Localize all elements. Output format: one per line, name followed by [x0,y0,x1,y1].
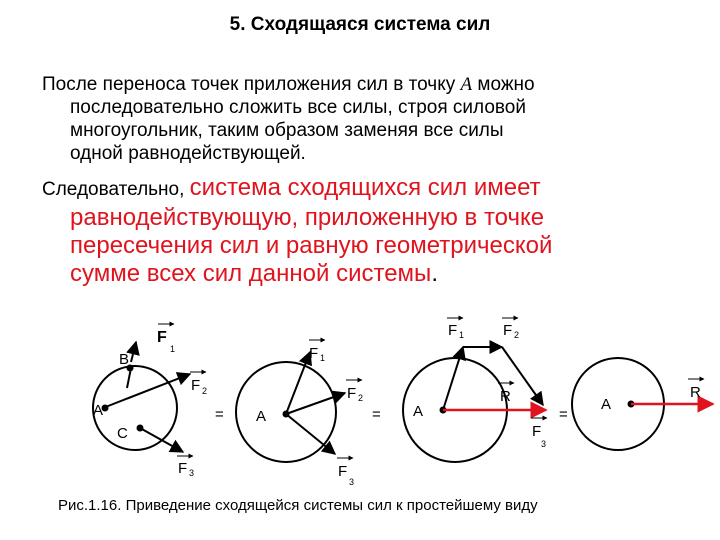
point-a-label: A [460,74,473,95]
label-b: B [119,351,130,368]
equals-sign-3: = [559,406,568,423]
body-circle-3 [403,318,547,462]
svg-text:1: 1 [459,330,465,340]
label-f1-c: F [448,322,458,339]
para1-line1-end: можно [472,74,535,95]
label-f3-c: F [532,423,542,440]
svg-text:3: 3 [349,477,355,487]
label-c: C [117,425,128,442]
svg-text:3: 3 [541,439,547,449]
para2-lead: Следовательно, [42,179,190,200]
label-r-1: R [500,388,511,405]
page-title: 5. Сходящаяся система сил [229,14,491,35]
svg-text:2: 2 [202,386,208,396]
para2-red-line4: сумме всех сил данной системы [70,260,432,287]
body-circle-4 [572,358,713,450]
svg-text:2: 2 [514,330,520,340]
para1-line3: многоугольник, таким образом заменяя все силы [70,120,504,141]
svg-text:1: 1 [170,344,176,354]
para1-line4: одной равнодействующей. [70,143,306,164]
figure-caption: Рис.1.16. Приведение сходящейся системы сил к простейшему виду [58,497,538,514]
label-a-3: A [413,403,424,420]
equals-sign-1: = [215,406,224,423]
para2-end: . [431,260,438,287]
body-circle-1 [93,324,207,478]
para1-line2: последовательно сложить все силы, строя силовой [70,97,526,118]
label-f2-b: F [347,385,357,402]
label-f2-a: F [191,377,201,394]
para2-red-line2: равнодействующую, приложенную в точке [70,204,545,231]
label-a-4: A [601,396,612,413]
label-f1-b: F [309,345,319,362]
svg-text:3: 3 [189,468,195,478]
label-f3-b: F [338,463,348,480]
label-a-2: A [256,408,267,425]
equals-sign-2: = [372,406,381,423]
label-f2-c: F [503,322,513,339]
label-a-1: A [93,402,104,419]
para2-red-line3: пересечения сил и равную геометрической [70,232,553,259]
para2-red-line1: система сходящихся сил имеет [189,174,541,201]
svg-text:2: 2 [358,393,364,403]
label-f3-a: F [178,460,188,477]
para1-line1-start: После переноса точек приложения сил в точку [42,74,461,95]
body-circle-2 [236,340,363,487]
svg-text:1: 1 [320,353,326,363]
label-f1-a: F [157,329,167,346]
label-r-2: R [690,384,701,401]
